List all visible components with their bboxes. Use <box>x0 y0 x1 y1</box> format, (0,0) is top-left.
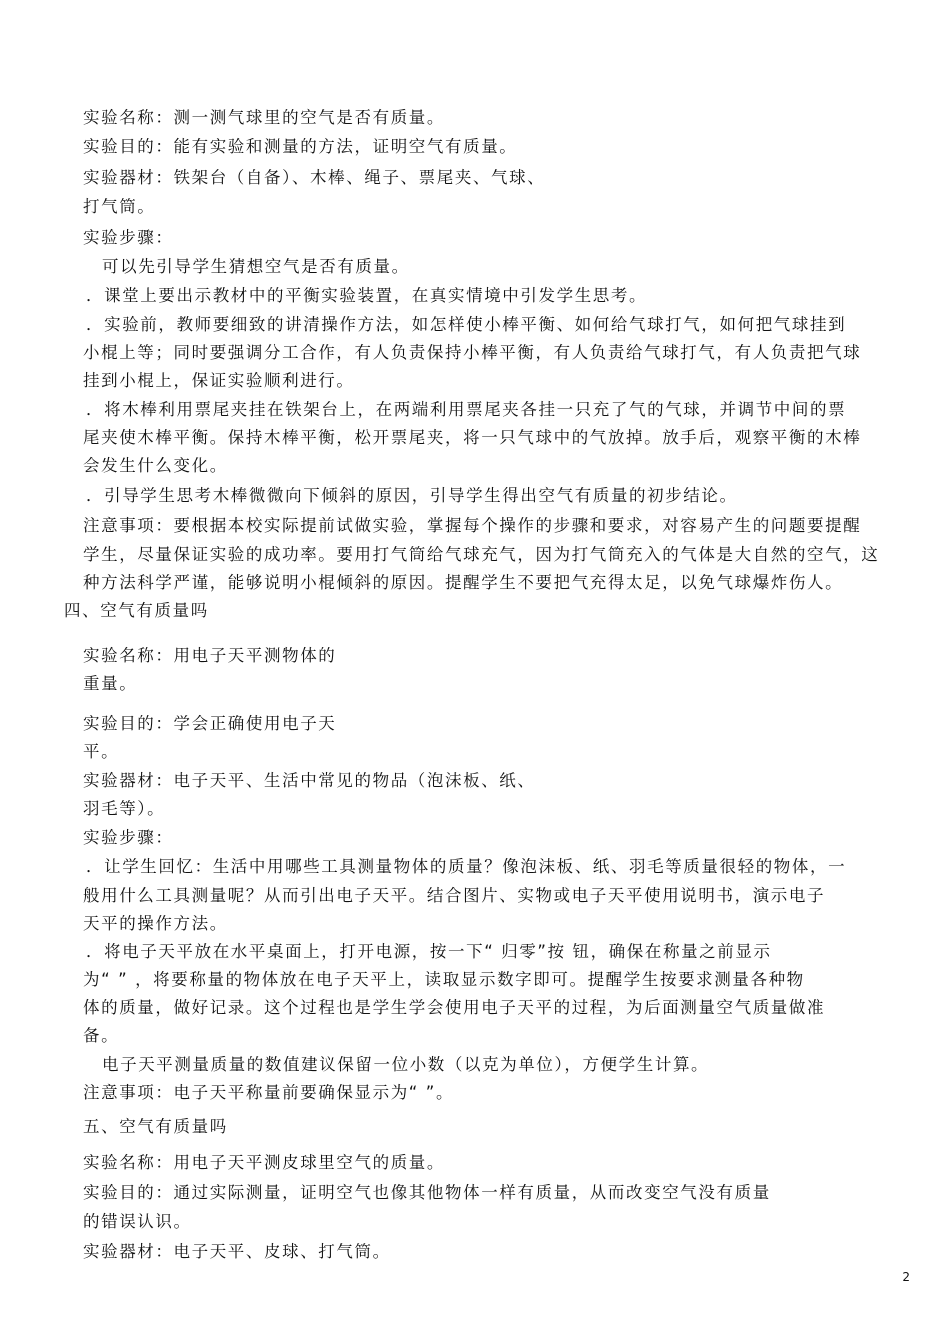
text-line: 打气筒。 <box>83 197 156 216</box>
text-line: 重量。 <box>83 674 138 693</box>
text-line: 会发生什么变化。 <box>83 456 228 475</box>
text-line: 实验器材：铁架台（自备）、木棒、绳子、票尾夹、气球、 <box>83 168 546 187</box>
text-line: 注意事项：电子天平称量前要确保显示为“ ”。 <box>83 1083 455 1102</box>
text-line: ．让学生回忆：生活中用哪些工具测量物体的质量？像泡沫板、纸、羽毛等质量很轻的物体，一 <box>86 857 847 876</box>
text-line: 实验器材：电子天平、生活中常见的物品（泡沫板、纸、 <box>83 771 536 790</box>
text-line: 注意事项：要根据本校实际提前试做实验，掌握每个操作的步骤和要求，对容易产生的问题要提醒 <box>83 516 862 535</box>
text-line: 实验目的：学会正确使用电子天 <box>83 714 337 733</box>
section-heading: 五、空气有质量吗 <box>83 1117 228 1136</box>
text-line: 为“ ” ，将要称量的物体放在电子天平上，读取显示数字即可。提醒学生按要求测量各种物 <box>83 970 805 989</box>
text-line: ．引导学生思考木棒微微向下倾斜的原因，引导学生得出空气有质量的初步结论。 <box>86 486 738 505</box>
text-line: 般用什么工具测量呢？从而引出电子天平。结合图片、实物或电子天平使用说明书，演示电子 <box>83 886 826 905</box>
text-line: 种方法科学严谨，能够说明小棍倾斜的原因。提醒学生不要把气充得太足，以免气球爆炸伤人。 <box>83 573 844 592</box>
text-line: 实验步骤： <box>83 828 174 847</box>
text-line: 尾夹使木棒平衡。保持木棒平衡，松开票尾夹，将一只气球中的气放掉。放手后，观察平衡的木棒 <box>83 428 862 447</box>
text-line: 实验名称：用电子天平测物体的 <box>83 646 337 665</box>
text-line: 实验名称：用电子天平测皮球里空气的质量。 <box>83 1153 445 1172</box>
text-line: 学生，尽量保证实验的成功率。要用打气筒给气球充气，因为打气筒充入的气体是大自然的空气，这 <box>83 545 880 564</box>
text-line: 的错误认识。 <box>83 1212 192 1231</box>
text-line: 实验目的：能有实验和测量的方法，证明空气有质量。 <box>83 137 518 156</box>
text-line: ．将电子天平放在水平桌面上，打开电源，按一下“ 归零”按 钮，确保在称量之前显示 <box>86 942 772 961</box>
text-line: 实验目的：通过实际测量，证明空气也像其他物体一样有质量，从而改变空气没有质量 <box>83 1183 771 1202</box>
text-line: 体的质量，做好记录。这个过程也是学生学会使用电子天平的过程，为后面测量空气质量做准 <box>83 998 826 1017</box>
text-line: 可以先引导学生猜想空气是否有质量。 <box>102 257 410 276</box>
text-line: ．将木棒利用票尾夹挂在铁架台上，在两端利用票尾夹各挂一只充了气的气球，并调节中间的票 <box>86 400 847 419</box>
text-line: 实验器材：电子天平、皮球、打气筒。 <box>83 1242 391 1261</box>
text-line: 挂到小棍上，保证实验顺利进行。 <box>83 371 355 390</box>
text-line: 天平的操作方法。 <box>83 914 228 933</box>
text-line: ．实验前，教师要细致的讲清操作方法，如怎样使小棒平衡、如何给气球打气，如何把气球挂到 <box>86 315 847 334</box>
section-heading: 四、空气有质量吗 <box>64 601 209 620</box>
text-line: 实验步骤： <box>83 228 174 247</box>
page-number: 2 <box>902 1270 910 1284</box>
text-line: 平。 <box>83 742 120 761</box>
text-line: 实验名称：测一测气球里的空气是否有质量。 <box>83 108 445 127</box>
text-line: 小棍上等；同时要强调分工合作，有人负责保持小棒平衡，有人负责给气球打气，有人负责把气球 <box>83 343 862 362</box>
text-line: 备。 <box>83 1026 120 1045</box>
text-line: 羽毛等）。 <box>83 799 166 818</box>
text-line: 电子天平测量质量的数值建议保留一位小数（以克为单位），方便学生计算。 <box>102 1055 710 1074</box>
text-line: ．课堂上要出示教材中的平衡实验装置，在真实情境中引发学生思考。 <box>86 286 648 305</box>
